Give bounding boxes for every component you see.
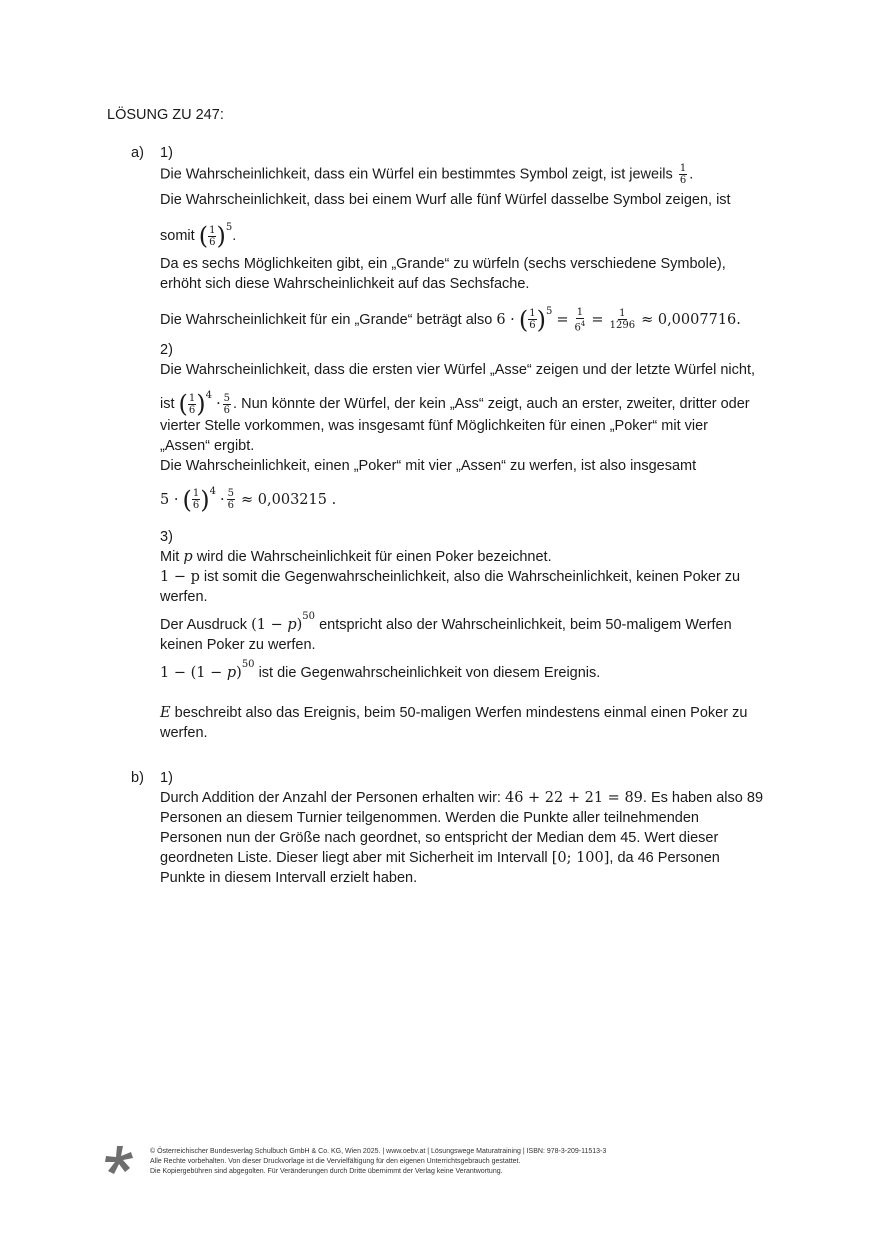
sub1-line1: Die Wahrscheinlichkeit, dass ein Würfel ein bestimmtes Symbol zeigt, ist jeweils $\frac{1}{6}$ . (160, 163, 694, 186)
part-b-line1: Durch Addition der Anzahl der Personen erhalten wir: 46 + 22 + 21 = 89. Es haben also 89 (160, 790, 764, 806)
sub3-line8: werfen. (160, 725, 208, 741)
footer-line1: © Österreichischer Bundesverlag Schulbuch GmbH & Co. KG, Wien 2025. | www.oebv.at | Lösungswege Maturatraining | ISBN: 978-3-209-11513-3 (150, 1148, 607, 1155)
sub2-line3: vierter Stelle vorkommen, was insgesamt fünf Möglichkeiten für einen „Poker“ mit vier (160, 417, 708, 434)
part-b-line3: Personen nun der Größe nach geordnet, so entspricht der Median dem 45. Wert dieser (160, 830, 719, 846)
part-b-label: b) (131, 770, 144, 786)
sub2-line4: „Assen“ ergibt. (160, 437, 255, 454)
sub3-line6: $1 - (1 - p)^{50}$ ist die Gegenwahrscheinlichkeit von diesem Ereignis. (160, 659, 601, 681)
sub3-line4: Der Ausdruck $(1 - p)^{50}$ entspricht also der Wahrscheinlichkeit, beim 50-maligem Werfen (160, 611, 732, 633)
sub3-line7: E beschreibt also das Ereignis, beim 50-maligen Werfen mindestens einmal einen Poker zu (160, 705, 748, 721)
part-a-sub3 (160, 527, 810, 743)
sub1-line4: Da es sechs Möglichkeiten gibt, ein „Grande“ zu würfeln (sechs verschiedene Symbole), (160, 255, 726, 272)
part-a-label: a) (131, 145, 144, 161)
part-a-sub1 (160, 143, 810, 333)
footer-line3: Die Kopiergebühren sind abgegolten. Für Veränderungen durch Dritte übernimmt der Verlag keine Verantwortung. (150, 1168, 503, 1175)
footer-line2: Alle Rechte vorbehalten. Von dieser Druckvorlage ist die Vervielfältigung für den eigenen Unterrichtsgebrauch gestattet. (150, 1158, 521, 1165)
sub1-line3: somit ( $\frac{1}{6}$ )$^5$. (160, 222, 237, 251)
part-b-line2: Personen an diesem Turnier teilgenommen. Werden die Punkte aller teilnehmenden (160, 810, 699, 826)
footer (150, 1147, 606, 1177)
sub2-line5: Die Wahrscheinlichkeit, einen „Poker“ mit vier „Assen“ zu werfen, ist also insgesamt (160, 457, 697, 474)
publisher-logo-icon (104, 1144, 134, 1176)
part-b-line4: geordneten Liste. Dieser liegt aber mit Sicherheit im Intervall [0; 100], da 46 Personen (160, 850, 720, 866)
part-b-number: 1) (160, 770, 173, 786)
part-a-sub2 (160, 340, 810, 514)
page-heading: LÖSUNG ZU 247: (107, 107, 224, 123)
part-b-line5: Punkte in diesem Intervall erzielt haben. (160, 870, 418, 886)
sub2-line6: 5 · ( $\frac{1}{6}$ )$^4$ · $\frac{5}{6}$ ≈ 0,003215 . (160, 485, 337, 514)
sub1-line2: Die Wahrscheinlichkeit, dass bei einem Wurf alle fünf Würfel dasselbe Symbol zeigen, ist (160, 192, 731, 208)
sub3-line5: keinen Poker zu werfen. (160, 637, 316, 653)
sub1-number: 1) (160, 145, 173, 161)
fraction-one-sixth: $\frac{1}{6}$ (679, 163, 687, 186)
sub3-line2: 1 − p ist somit die Gegenwahrscheinlichkeit, also die Wahrscheinlichkeit, keinen Poker zu (160, 569, 741, 585)
sub3-line3: werfen. (160, 589, 208, 605)
sub2-number: 2) (160, 342, 173, 358)
sub3-number: 3) (160, 529, 173, 545)
sub3-line1: Mit p wird die Wahrscheinlichkeit für einen Poker bezeichnet. (160, 549, 552, 565)
sub1-line6: Die Wahrscheinlichkeit für ein „Grande“ beträgt also 6 · ( $\frac{1}{6}$ )$^5$ = $\frac{1}{6^4}$ = $\frac{1}{1296}$ ≈ 0,0007716. (160, 305, 741, 334)
sub2-line1: Die Wahrscheinlichkeit, dass die ersten vier Würfel „Asse“ zeigen und der letzte Würfel nicht, (160, 362, 756, 378)
sub2-line2: ist ( $\frac{1}{6}$ )$^4$ · $\frac{5}{6}$ . Nun könnte der Würfel, der kein „Ass“ zeigt, auch an erster, zweiter, dritter oder (160, 390, 750, 419)
sub1-line5: erhöht sich diese Wahrscheinlichkeit auf das Sechsfache. (160, 275, 530, 292)
part-b (160, 768, 810, 888)
